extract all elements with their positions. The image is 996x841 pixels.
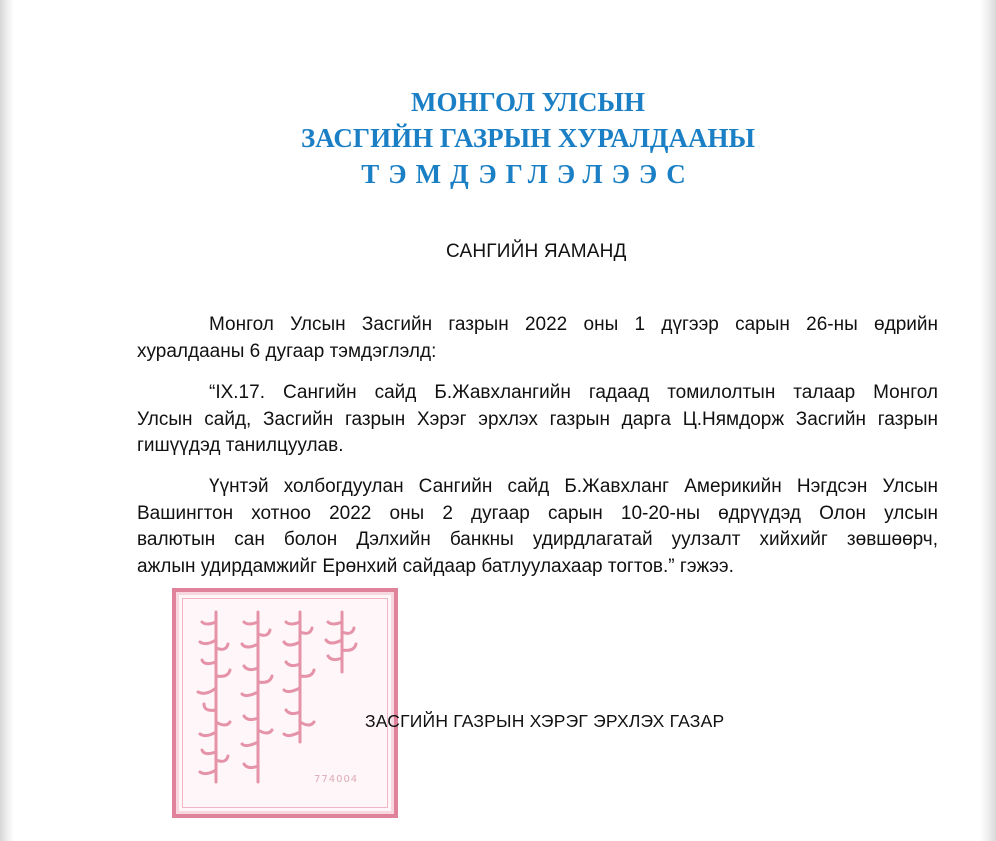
document-header — [0, 84, 996, 192]
header-line-1: МОНГОЛ УЛСЫН — [411, 87, 645, 117]
header-line-2: ЗАСГИЙН ГАЗРЫН ХУРАЛДААНЫ — [301, 123, 755, 153]
paragraph-2-line: гишүүдэд танилцуулав. — [137, 435, 344, 456]
paragraph-2-line: “IX.17. Сангийн сайд Б.Жавхлангийн гадаад томилолтын талаар Монгол — [209, 382, 938, 403]
paragraph-1-line: Монгол Улсын Засгийн газрын 2022 оны 1 дүгээр сарын 26-ны өдрийн — [209, 314, 938, 335]
addressee: САНГИЙН ЯАМАНД — [446, 241, 627, 262]
paragraph-3-line: Вашингтон хотноо 2022 оны 2 дугаар сарын 10-20-ны өдрүүдэд Олон улсын — [137, 502, 938, 524]
paragraph-3-line: валютын сан болон Дэлхийн банкны удирдлагатай уулзалт хийхийг зөвшөөрч, — [137, 529, 938, 550]
header-line-3: ТЭМДЭГЛЭЛЭЭС — [361, 159, 695, 189]
paragraph-3-line: Үүнтэй холбогдуулан Сангийн сайд Б.Жавхланг Америкийн Нэгдсэн Улсын — [209, 476, 938, 497]
signature-organization: ЗАСГИЙН ГАЗРЫН ХЭРЭГ ЭРХЛЭХ ГАЗАР — [365, 711, 725, 731]
official-stamp — [172, 588, 398, 818]
paragraph-3-line: ажлын удирдамжийг Ерөнхий сайдаар батлуулахаар тогтов.” гэжээ. — [137, 555, 734, 577]
paragraph-2-line: Улсын сайд, Засгийн газрын Хэрэг эрхлэх газрын дарга Ц.Нямдорж Засгийн газрын — [137, 408, 938, 430]
paragraph-1-line: хуралдааны 6 дугаар тэмдэглэлд: — [137, 340, 437, 362]
stamp-mongolian-script — [176, 592, 394, 814]
stamp-number: 774004 — [314, 774, 359, 785]
